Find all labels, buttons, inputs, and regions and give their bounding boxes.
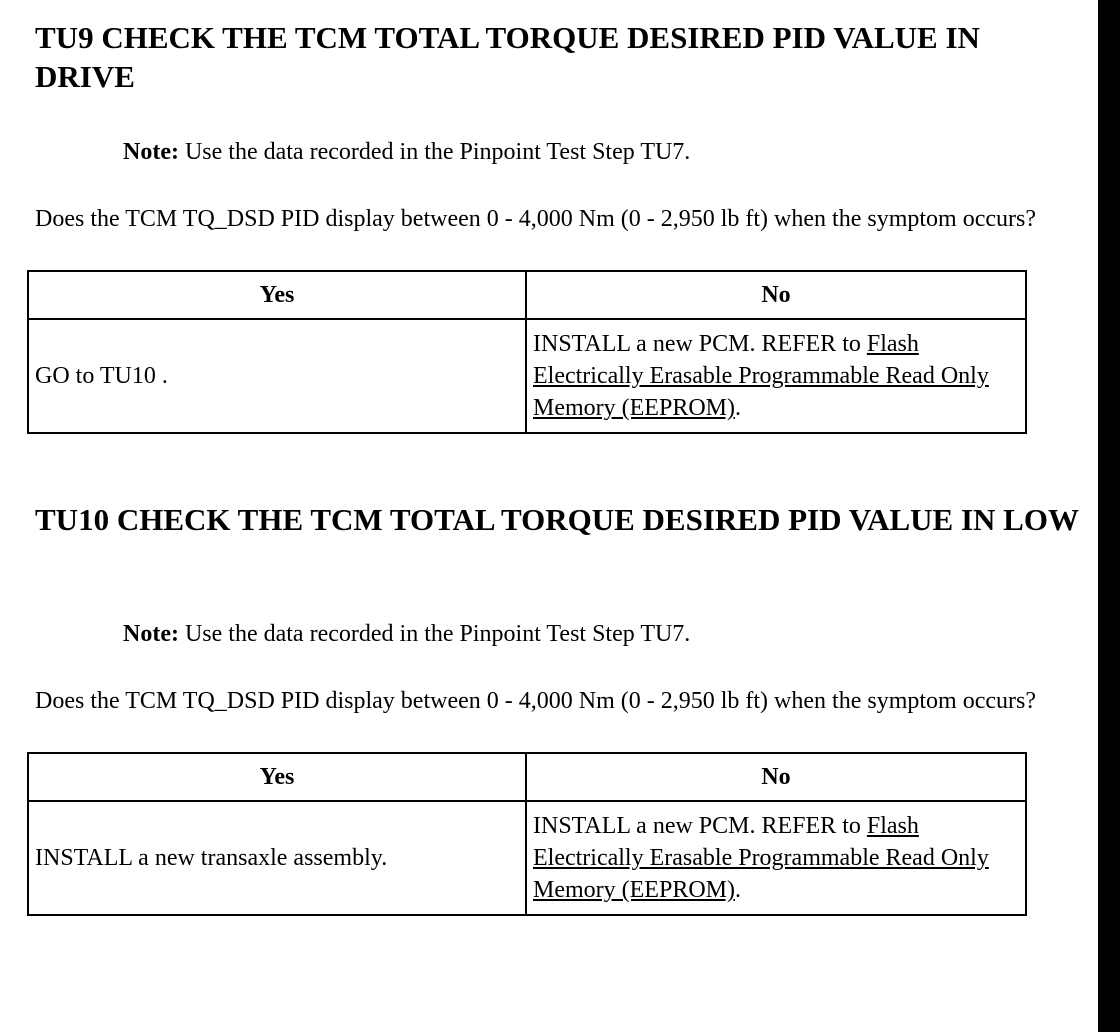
no-cell — [526, 319, 1026, 433]
no-suffix: . — [734, 395, 741, 421]
header-no: No — [526, 753, 1026, 801]
header-yes: Yes — [28, 271, 526, 319]
note-text: Use the data recorded in the Pinpoint Test Step TU7. — [178, 621, 691, 647]
note — [123, 619, 690, 649]
result-table — [27, 752, 1027, 916]
result-table — [27, 270, 1027, 434]
note-text: Use the data recorded in the Pinpoint Test Step TU7. — [178, 139, 691, 165]
section-tu10 — [0, 500, 1098, 903]
table-header-row — [28, 753, 1026, 801]
section-heading: TU10 CHECK THE TCM TOTAL TORQUE DESIRED PID VALUE IN LOW — [35, 502, 1079, 537]
no-cell — [526, 801, 1026, 915]
section-tu9 — [0, 18, 1098, 421]
header-yes: Yes — [28, 753, 526, 801]
question-text: Does the TCM TQ_DSD PID display between 0 - 4,000 Nm (0 - 2,950 lb ft) when the symptom occurs? — [35, 688, 1036, 714]
right-edge-bar — [1098, 0, 1120, 1032]
table-row — [28, 801, 1026, 915]
yes-cell: INSTALL a new transaxle assembly. — [28, 801, 526, 915]
question-text: Does the TCM TQ_DSD PID display between 0 - 4,000 Nm (0 - 2,950 lb ft) when the symptom occurs? — [35, 206, 1036, 232]
note-label: Note: — [123, 139, 179, 165]
note — [123, 137, 690, 167]
eeprom-link[interactable]: Flash Electrically Erasable Programmable Read Only Memory (EEPROM) — [533, 331, 989, 421]
section-heading: TU9 CHECK THE TCM TOTAL TORQUE DESIRED PID VALUE IN DRIVE — [35, 20, 980, 94]
no-suffix: . — [734, 877, 741, 903]
no-action-text: INSTALL a new PCM. REFER to — [533, 331, 867, 357]
table-header-row — [28, 271, 1026, 319]
header-no: No — [526, 271, 1026, 319]
yes-cell: GO to TU10 . — [28, 319, 526, 433]
note-label: Note: — [123, 621, 179, 647]
table-row — [28, 319, 1026, 433]
no-action-text: INSTALL a new PCM. REFER to — [533, 813, 867, 839]
eeprom-link[interactable]: Flash Electrically Erasable Programmable Read Only Memory (EEPROM) — [533, 813, 989, 903]
